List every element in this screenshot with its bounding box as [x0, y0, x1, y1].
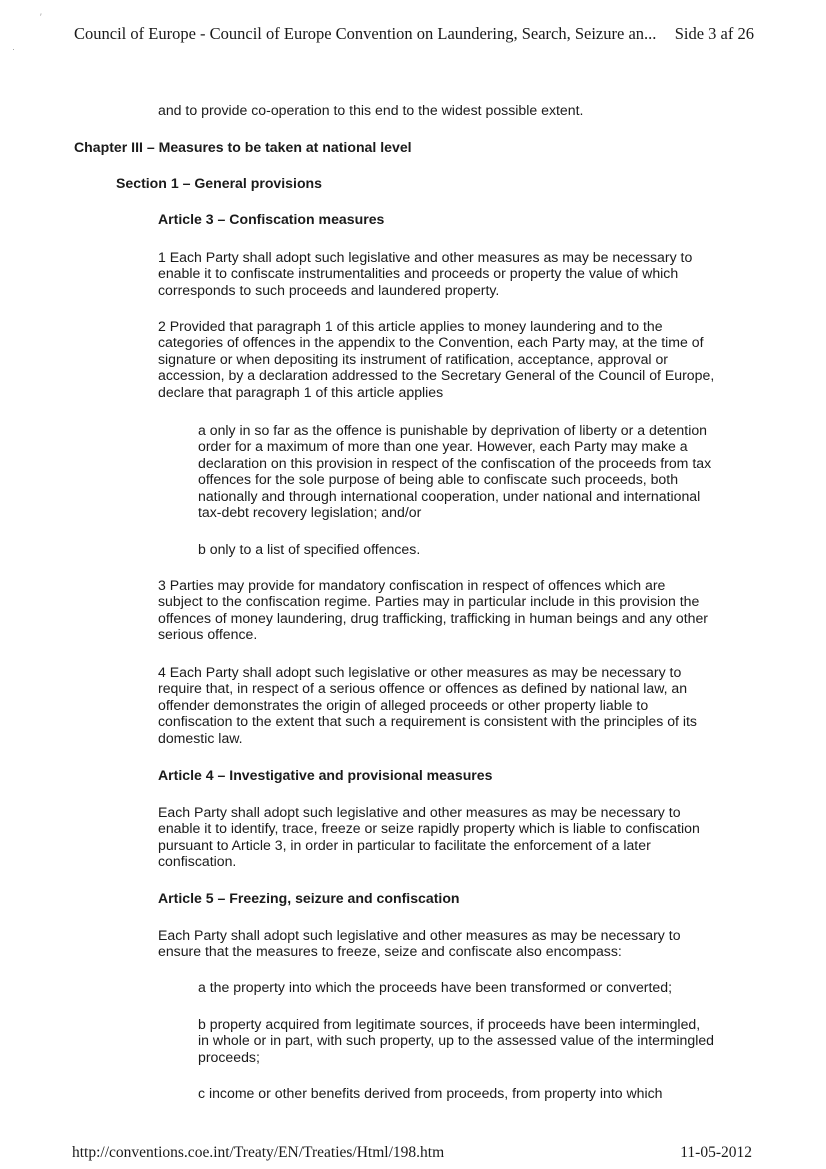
section-heading: Section 1 – General provisions	[116, 175, 322, 191]
source-url: http://conventions.coe.int/Treaty/EN/Treaties/Html/198.htm	[72, 1144, 445, 1161]
article-3-paragraph-3: 3 Parties may provide for mandatory confiscation in respect of offences which are subject to the confiscation regime. Parties may in particular include in this provision the offences of money laundering, drug trafficking, trafficking in human beings and any other serious offence.	[158, 577, 708, 643]
article-3-paragraph-4: 4 Each Party shall adopt such legislative or other measures as may be necessary to require that, in respect of a serious offence or offences as defined by national law, an offender demonstrates the origin of alleged proceeds or other property liable to confiscation to the extent that such a requirement is consistent with the principles of its domestic law.	[158, 664, 697, 746]
article-5-paragraph: Each Party shall adopt such legislative and other measures as may be necessary to ensure that the measures to freeze, seize and confiscate also encompass:	[158, 927, 681, 960]
page-number: Side 3 af 26	[674, 24, 754, 43]
article-3-paragraph-2b: b only to a list of specified offences.	[198, 541, 421, 557]
print-date: 11-05-2012	[680, 1144, 752, 1161]
article-3-paragraph-2: 2 Provided that paragraph 1 of this article applies to money laundering and to the categories of offences in the appendix to the Convention, each Party may, at the time of signature or when depositing its instrument of ratification, acceptance, approval or accession, by a declaration addressed to the Secretary General of the Council of Europe, declare that paragraph 1 of this article applies	[158, 318, 715, 400]
article-4-paragraph: Each Party shall adopt such legislative and other measures as may be necessary to enable it to identify, trace, freeze or seize rapidly property which is liable to confiscation pursuant to Article 3, in order in particular to facilitate the enforcement of a later confiscation.	[158, 804, 700, 870]
intro-text: and to provide co-operation to this end to the widest possible extent.	[158, 102, 584, 118]
scan-mark: ·	[12, 44, 15, 54]
article-4-heading: Article 4 – Investigative and provisional measures	[158, 767, 493, 783]
article-5-item-c: c income or other benefits derived from proceeds, from property into which	[198, 1085, 663, 1101]
article-5-item-a: a the property into which the proceeds have been transformed or converted;	[198, 979, 672, 995]
article-3-paragraph-1: 1 Each Party shall adopt such legislative and other measures as may be necessary to enable it to confiscate instrumentalities and proceeds or property the value of which corresponds to such proceeds and laundered property.	[158, 249, 693, 298]
chapter-heading: Chapter III – Measures to be taken at national level	[74, 139, 412, 155]
article-5-item-b: b property acquired from legitimate sources, if proceeds have been intermingled, in whole or in part, with such property, up to the assessed value of the intermingled proceeds;	[198, 1016, 715, 1065]
page-footer	[72, 1144, 752, 1162]
page-header	[74, 24, 754, 44]
scan-mark: ′	[40, 12, 42, 22]
article-3-paragraph-2a: a only in so far as the offence is punishable by deprivation of liberty or a detention order for a maximum of more than one year. However, each Party may make a declaration on this provision in respect of the confiscation of the proceeds from tax offences for the sole purpose of being able to confiscate such proceeds, both nationally and through international cooperation, under national and international tax-debt recovery legislation; and/or	[198, 422, 712, 521]
article-5-heading: Article 5 – Freezing, seizure and confiscation	[158, 890, 460, 906]
document-title: Council of Europe - Council of Europe Convention on Laundering, Search, Seizure an...	[74, 24, 657, 43]
article-3-heading: Article 3 – Confiscation measures	[158, 211, 385, 227]
